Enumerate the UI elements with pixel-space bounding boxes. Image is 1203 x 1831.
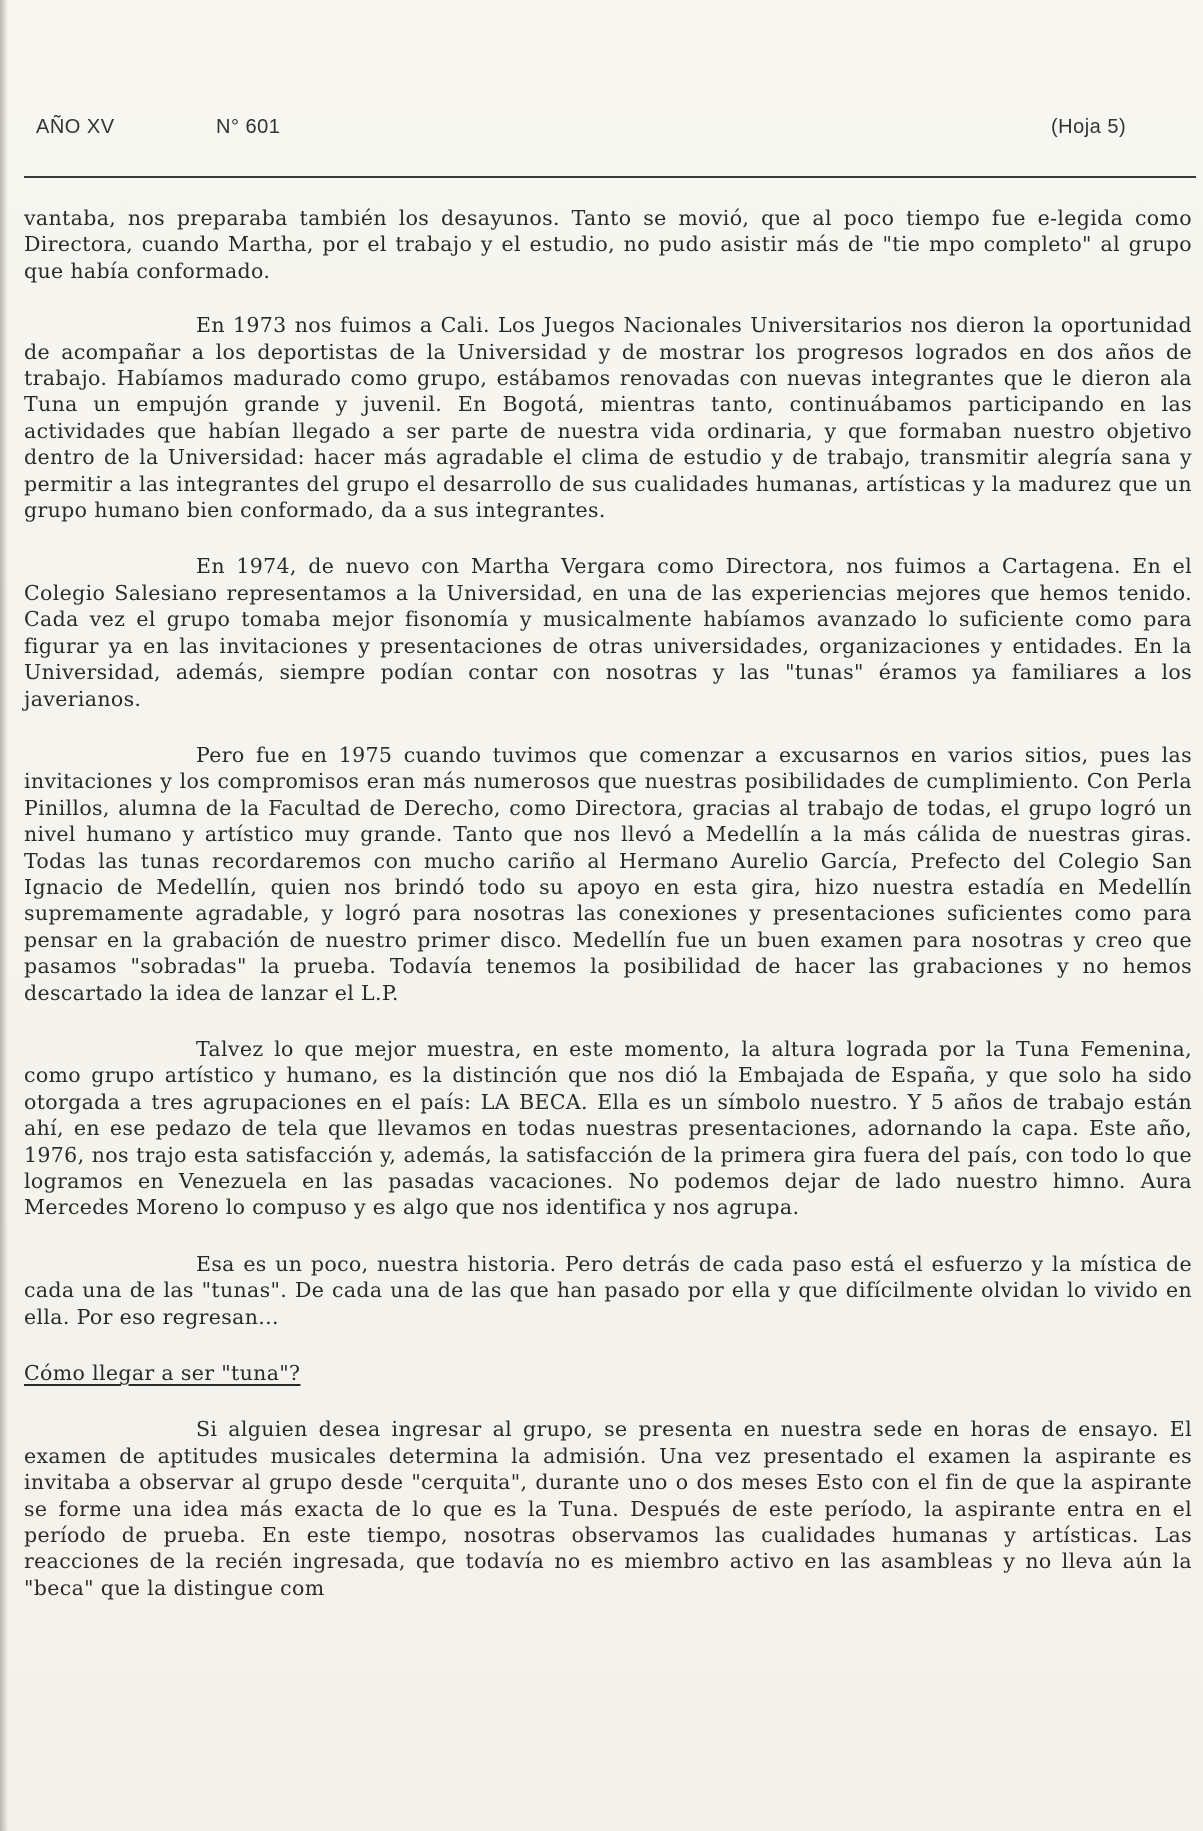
- paragraph-beca: Talvez lo que mejor muestra, en este momento, la altura lograda por la Tuna Femenina, como grupo artístico y humano, es la distinción que nos dió la Embajada de España, y que solo ha sido otorgada a tres agrupaciones en el país: LA BECA. Ella es un símbolo nuestro. Y 5 años de trabajo están ahí, en ese pedazo de tela que llevamos en todas nuestras presentaciones, adornando la capa. Este año, 1976, nos trajo esta satisfacción y, además, la satisfacción de la primera gira fuera del país, con todo lo que logramos en Venezuela en las pasadas vacaciones. No podemos dejar de lado nuestro himno. Aura Mercedes Moreno lo compuso y es algo que nos identifica y nos agrupa.: [24, 1036, 1192, 1220]
- header-year: AÑO XV: [36, 116, 115, 138]
- paragraph-admission: Si alguien desea ingresar al grupo, se presenta en nuestra sede en horas de ensayo. El examen de aptitudes musicales determina la admisión. Una vez presentado el examen la aspirante es invitaba a observar al grupo desde "cerquita", durante uno o dos meses Esto con el fin de que la aspirante se forme una idea más exacta de lo que es la Tuna. Después de este período, la aspirante entra en el período de prueba. En este tiempo, nosotras observamos las cualidades humanas y artísticas. Las reacciones de la recién ingresada, que todavía no es miembro activo en las asambleas y no lleva aún la "beca" que la distingue com: [24, 1417, 1192, 1600]
- paragraph-continued: vantaba, nos preparaba también los desayunos. Tanto se movió, que al poco tiempo fue e-legida como Directora, cuando Martha, por el trabajo y el estudio, no pudo asistir más de "tie mpo completo" al grupo que había conformado.: [24, 206, 1192, 283]
- document-body: [24, 205, 1192, 1631]
- page-edge-shadow: [0, 0, 8, 1831]
- section-heading: Cómo llegar a ser "tuna"?: [24, 1361, 301, 1386]
- header-sheet-number: (Hoja 5): [1051, 116, 1127, 138]
- paragraph-history: Esa es un poco, nuestra historia. Pero detrás de cada paso está el esfuerzo y la mística de cada una de las "tunas". De cada una de las que han pasado por ella y que difícilmente olvidan lo vivido en ella. Por eso regresan...: [24, 1251, 1192, 1329]
- paragraph-1973: En 1973 nos fuimos a Cali. Los Juegos Nacionales Universitarios nos dieron la oportunidad de acompañar a los deportistas de la Universidad y de mostrar los progresos logrados en dos años de trabajo. Habíamos madurado como grupo, estábamos renovadas con nuevas integrantes que le dieron ala Tuna un empujón grande y juvenil. En Bogotá, mientras tanto, continuábamos participando en las actividades que habían llegado a ser parte de nuestra vida ordinaria, y que formaban nuestro objetivo dentro de la Universidad: hacer más agradable el clima de estudio y de trabajo, transmitir alegría sana y permitir a las integrantes del grupo el desarrollo de sus cualidades humanas, artísticas y la madurez que un grupo humano bien conformado, da a sus integrantes.: [24, 313, 1192, 523]
- paragraph-1974: En 1974, de nuevo con Martha Vergara como Directora, nos fuimos a Cartagena. En el Colegio Salesiano representamos a la Universidad, en una de las experiencias mejores que hemos tenido. Cada vez el grupo tomaba mejor fisonomía y musicalmente habíamos avanzado lo suficiente como para figurar ya en las invitaciones y presentaciones de otras universidades, organizaciones y entidades. En la Universidad, además, siempre podían contar con nosotras y las "tunas" éramos ya familiares a los javerianos.: [24, 554, 1192, 711]
- header-rule: [24, 176, 1196, 178]
- paragraph-1975: Pero fue en 1975 cuando tuvimos que comenzar a excusarnos en varios sitios, pues las invitaciones y los compromisos eran más numerosos que nuestras posibilidades de cumplimiento. Con Perla Pinillos, alumna de la Facultad de Derecho, como Directora, gracias al trabajo de todas, el grupo logró un nivel humano y artístico muy grande. Tanto que nos llevó a Medellín a la más cálida de nuestras giras. Todas las tunas recordaremos con mucho cariño al Hermano Aurelio García, Prefecto del Colegio San Ignacio de Medellín, quien nos brindó todo su apoyo en esta gira, hizo nuestra estadía en Medellín supremamente agradable, y logró para nosotras las conexiones y presentaciones suficientes como para pensar en la grabación de nuestro primer disco. Medellín fue un buen examen para nosotras y creo que pasamos "sobradas" la prueba. Todavía tenemos la posibilidad de hacer las grabaciones y no hemos descartado la idea de lanzar el L.P.: [24, 742, 1192, 1005]
- header-issue-number: N° 601: [216, 116, 281, 138]
